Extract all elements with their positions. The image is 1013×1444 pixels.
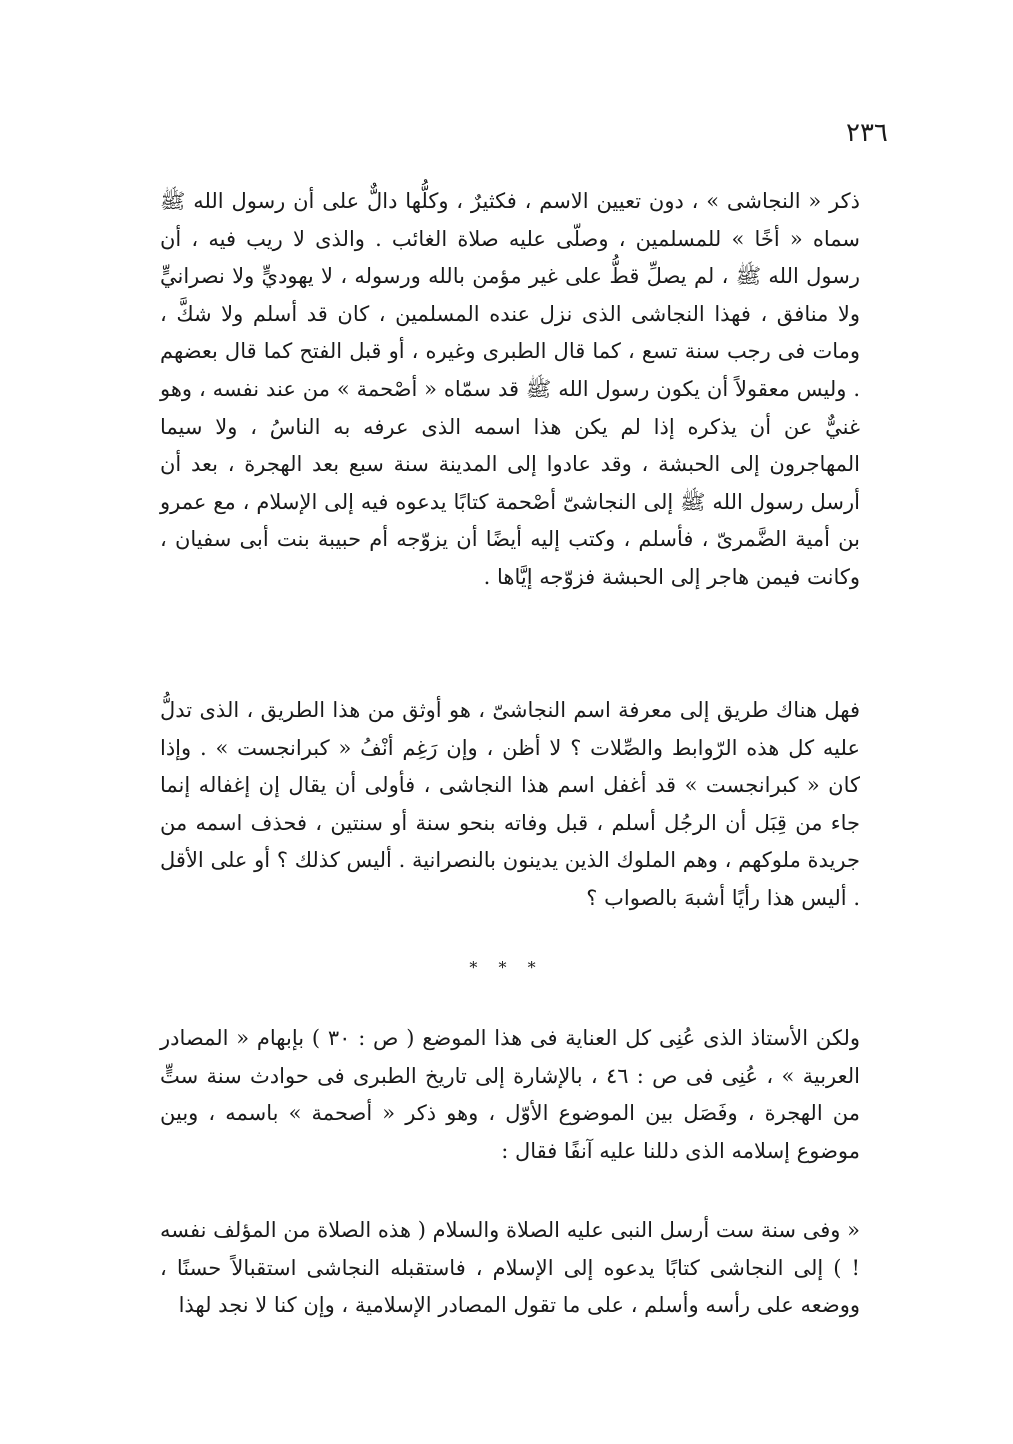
paragraph-quote: « وفى سنة ست أرسل النبى عليه الصلاة والسلام ( هذه الصلاة من المؤلف نفسه ! ) إلى النجاشى كتابًا يدعوه إلى الإسلام ، فاستقبله النجاشى استقبالاً حسنًا ، ووضعه على رأسه وأسلم ، على ما تقول المصادر الإسلامية ، وإن كنا لا نجد لهذا [160, 1218, 860, 1318]
paragraph-kebra-nagast: فهل هناك طريق إلى معرفة اسم النجاشىّ ، هو أوثق من هذا الطريق ، الذى تدلُّ عليه كل هذه الرّوابط والصِّلات ؟ لا أظن ، وإن رَغِم أنْفُ « كبرانجست » . وإذا كان « كبرانجست » قد أغفل اسم هذا النجاشى ، فأولى أن يقال إن إغفاله إنما جاء من قِبَل أن الرجُل أسلم ، قبل وفاته بنحو سنة أو سنتين ، فحذف اسمه من جريدة ملوكهم ، وهم الملوك الذين يدينون بالنصرانية . أليس كذلك ؟ أو على الأقل . أليس هذا رأيًا أشبهَ بالصواب ؟ [160, 698, 860, 910]
paragraph-ustadh-sources: ولكن الأستاذ الذى عُنِى كل العناية فى هذا الموضع ( ص : ٣٠ ) بإبهام « المصادر العربية » ، عُنِى فى ص : ٤٦ ، بالإشارة إلى تاريخ الطبرى فى حوادث سنة ستٍّ من الهجرة ، وفَصَل بين الموضوع الأوّل ، وهو ذكر « أصحمة » باسمه ، وبين موضوع إسلامه الذى دللنا عليه آنفًا فقال : [160, 1026, 861, 1163]
page-number: ٢٣٦ [846, 118, 888, 148]
section-separator: * * * [469, 958, 544, 977]
paragraph-najashi-name: ذكر « النجاشى » ، دون تعيين الاسم ، فكثيرٌ ، وكلُّها دالٌّ على أن رسول الله ﷺ سماه « أخًا » للمسلمين ، وصلّى عليه صلاة الغائب . والذى لا ريب فيه ، أن رسول الله ﷺ ، لم يصلِّ قطُّ على غير مؤمن بالله ورسوله ، لا يهوديٍّ ولا نصرانيٍّ ولا منافق ، فهذا النجاشى الذى نزل عنده المسلمين ، كان قد أسلم ولا شكَّ ، ومات فى رجب سنة تسع ، كما قال الطبرى وغيره ، أو قبل الفتح كما قال بعضهم . وليس معقولاً أن يكون رسول الله ﷺ قد سمّاه « أصْحمة » من عند نفسه ، وهو غنيٌّ عن أن يذكره إذا لم يكن هذا اسمه الذى عرفه به الناسُ ، ولا سيما المهاجرون إلى الحبشة ، وقد عادوا إلى المدينة سنة سبع بعد الهجرة ، بعد أن أرسل رسول الله ﷺ إلى النجاشىّ أصْحمة كتابًا يدعوه فيه إلى الإسلام ، مع عمرو بن أمية الضَّمرىّ ، فأسلم ، وكتب إليه أيضًا أن يزوّجه أم حبيبة بنت أبى سفيان ، وكانت فيمن هاجر إلى الحبشة فزوّجه إيَّاها . [160, 189, 860, 589]
